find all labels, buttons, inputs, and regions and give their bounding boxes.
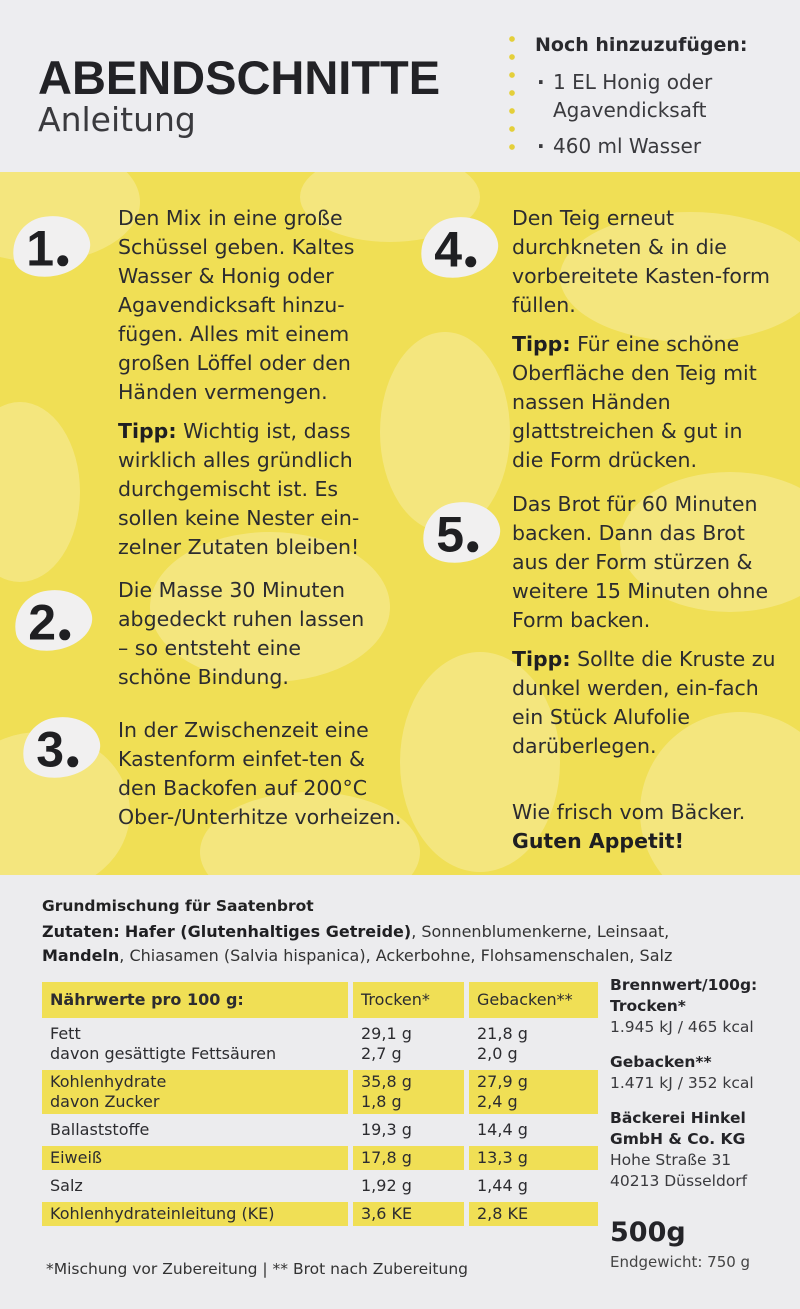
- step-3-number: 3: [17, 710, 106, 785]
- footnote: *Mischung vor Zubereitung | ** Brot nach Zubereitung: [46, 1260, 468, 1278]
- table-row: Salz 1,92 g 1,44 g: [42, 1174, 598, 1198]
- product-subtitle: Anleitung: [38, 100, 196, 139]
- energy-baked-block: Gebacken** 1.471 kJ / 352 kcal: [610, 1053, 754, 1092]
- ingredients-text: Zutaten: Hafer (Glutenhaltiges Getreide), Sonnenblumenkerne, Leinsaat, Mandeln, Chiasamen (Salvia hispanica), Ackerbohne, Flohsamenschalen, Salz: [42, 922, 673, 965]
- end-weight: Endgewicht: 750 g: [610, 1253, 751, 1271]
- add-ingredients-list: [535, 68, 795, 168]
- step-5-number: 5: [417, 495, 506, 570]
- product-info-section: [0, 875, 800, 1309]
- decor-blob: [0, 402, 80, 582]
- mix-title: Grundmischung für Saatenbrot: [42, 897, 314, 915]
- company-address: Bäckerei Hinkel GmbH & Co. KG Hohe Straße 31 40213 Düsseldorf: [610, 1109, 748, 1190]
- energy-block: Brennwert/100g: Trocken* 1.945 kJ / 465 kcal: [610, 976, 758, 1036]
- add-ingredients-title: Noch hinzuzufügen:: [535, 34, 748, 56]
- net-weight: 500g: [610, 1217, 686, 1248]
- list-item: · 1 EL Honig oder Agavendicksaft: [535, 68, 795, 124]
- decor-blob: [380, 332, 510, 532]
- step-4-number: 4: [415, 210, 504, 285]
- dotted-divider: [506, 30, 518, 160]
- step-4-text: Den Teig erneut durchkneten & in die vorbereitete Kasten-form füllen. Tipp: Für eine schöne Oberfläche den Teig mit nassen Händen glattstreichen & gut in die Form drücken.: [512, 206, 770, 472]
- closing-text: Wie frisch vom Bäcker. Guten Appetit!: [512, 800, 746, 853]
- step-1-text: Den Mix in eine große Schüssel geben. Kaltes Wasser & Honig oder Agavendicksaft hinzu-fügen. Alles mit einem großen Löffel oder den Händen vermengen. Tipp: Wichtig ist, dass wirklich alles gründlich durchgemischt ist. Es sollen keine Nester ein-zelner Zutaten bleiben!: [118, 206, 360, 559]
- step-3-text: In der Zwischenzeit eine Kastenform einfet-ten & den Backofen auf 200°C Ober-/Unterhitze vorheizen.: [118, 718, 402, 829]
- table-header-row: Nährwerte pro 100 g: Trocken* Gebacken**: [42, 982, 598, 1018]
- instructions-panel: [0, 172, 800, 875]
- step-5-text: Das Brot für 60 Minuten backen. Dann das Brot aus der Form stürzen & weitere 15 Minuten ohne Form backen. Tipp: Sollte die Kruste zu dunkel werden, ein-fach ein Stück Alufolie darüberlegen.: [512, 492, 776, 758]
- table-row: Kohlenhydrateinleitung (KE) 3,6 KE 2,8 KE: [42, 1202, 598, 1226]
- product-title: ABENDSCHNITTE: [38, 51, 441, 104]
- table-row: Kohlenhydrate davon Zucker 35,8 g 1,8 g 27,9 g 2,4 g: [42, 1070, 598, 1114]
- table-row: Ballaststoffe 19,3 g 14,4 g: [42, 1118, 598, 1142]
- table-row: Fett davon gesättigte Fettsäuren 29,1 g 2,7 g 21,8 g 2,0 g: [42, 1022, 598, 1066]
- energy-and-company: [610, 975, 800, 1206]
- step-2-text: Die Masse 30 Minuten abgedeckt ruhen lassen – so entsteht eine schöne Bindung.: [118, 578, 365, 689]
- table-row: Eiweiß 17,8 g 13,3 g: [42, 1146, 598, 1170]
- header-section: [0, 0, 800, 172]
- step-2-number: 2: [9, 583, 98, 658]
- nutrition-table: [42, 978, 598, 1230]
- list-item: · 460 ml Wasser: [535, 132, 795, 160]
- step-1-number: 1: [7, 209, 96, 284]
